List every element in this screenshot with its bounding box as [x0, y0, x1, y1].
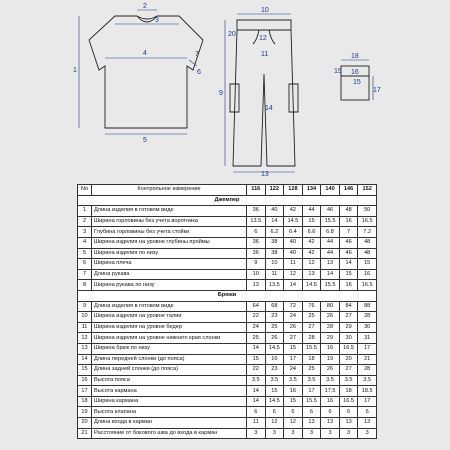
table-row: [78, 333, 377, 344]
measurement-value: 64: [247, 301, 266, 312]
pocket-label: 17: [373, 87, 381, 94]
measurement-value: 6.6: [302, 227, 321, 238]
measurement-value: 6: [358, 407, 377, 418]
measurement-value: 13: [302, 418, 321, 429]
table-row: [78, 407, 377, 418]
measurement-name: Ширина брюк по низу: [92, 343, 247, 354]
measurement-value: 3.5: [265, 375, 284, 386]
measurement-value: 20: [339, 354, 358, 365]
measurement-name: Ширина изделия на уровне талии: [92, 312, 247, 323]
measurement-value: 40: [265, 206, 284, 217]
measurement-value: 6: [247, 227, 266, 238]
measurement-value: 3: [321, 428, 340, 439]
col-no-header: No: [78, 185, 92, 196]
measurement-name: Ширина горловины без учета воротника: [92, 216, 247, 227]
measurement-value: 26: [321, 312, 340, 323]
measurement-value: 25: [247, 333, 266, 344]
measurement-name: Длина задней слонки (до пояса): [92, 365, 247, 376]
table-row: [78, 227, 377, 238]
size-header: 146: [339, 185, 358, 196]
measurement-value: 10: [247, 269, 266, 280]
table-row: [78, 269, 377, 280]
measurement-value: 17: [284, 354, 303, 365]
measurement-name: Ширина кармана: [92, 396, 247, 407]
row-number: 14: [78, 354, 92, 365]
measurement-value: 12: [265, 418, 284, 429]
measurement-value: 14: [247, 386, 266, 397]
row-number: 3: [78, 227, 92, 238]
measurement-value: 80: [321, 301, 340, 312]
measurement-value: 36: [247, 248, 266, 259]
measurement-value: 24: [284, 365, 303, 376]
measurement-value: 17: [358, 396, 377, 407]
table-row: [78, 206, 377, 217]
measurement-name: Длина изделия в готовом виде: [92, 206, 247, 217]
measurement-value: 11: [284, 259, 303, 270]
measurement-value: 13: [321, 418, 340, 429]
measurement-value: 26: [265, 333, 284, 344]
measurement-value: 25: [265, 322, 284, 333]
measurement-value: 13: [302, 269, 321, 280]
measurement-value: 6: [321, 407, 340, 418]
measurement-name: Высота клапана: [92, 407, 247, 418]
measurement-value: 40: [284, 237, 303, 248]
measurement-value: 50: [358, 206, 377, 217]
measurement-value: 12: [284, 418, 303, 429]
size-table-header: [78, 185, 377, 196]
measurement-value: 6: [302, 407, 321, 418]
measurement-value: 6: [247, 407, 266, 418]
measurement-value: 14: [247, 396, 266, 407]
size-header: 116: [247, 185, 266, 196]
measurement-value: 23: [265, 312, 284, 323]
measurement-value: 76: [302, 301, 321, 312]
table-row: [78, 312, 377, 323]
measurement-value: 14: [284, 280, 303, 291]
measurement-name: Ширина изделия на уровне глубины проймы: [92, 237, 247, 248]
size-header: 134: [302, 185, 321, 196]
table-row: [78, 365, 377, 376]
row-number: 21: [78, 428, 92, 439]
measurement-value: 19: [321, 354, 340, 365]
measurement-value: 13.5: [247, 216, 266, 227]
measurement-value: 13: [247, 280, 266, 291]
measurement-value: 14.5: [265, 343, 284, 354]
measurement-value: 3: [265, 428, 284, 439]
measurement-value: 16.5: [358, 216, 377, 227]
row-number: 16: [78, 375, 92, 386]
measurement-value: 9: [247, 259, 266, 270]
measurement-name: Длина передней слонки (до пояса): [92, 354, 247, 365]
measurement-value: 24: [247, 322, 266, 333]
measurement-value: 14.5: [284, 216, 303, 227]
measurement-value: 15: [284, 343, 303, 354]
measurement-value: 14.5: [302, 280, 321, 291]
measurement-value: 16: [321, 396, 340, 407]
measurement-value: 10: [265, 259, 284, 270]
measurement-value: 15.5: [302, 343, 321, 354]
row-number: 6: [78, 259, 92, 270]
section-header-row: [78, 195, 377, 206]
table-row: [78, 322, 377, 333]
measurement-name: Ширина изделия на уровне нижнего края слонки: [92, 333, 247, 344]
measurement-value: 6.8: [321, 227, 340, 238]
measurement-value: 16: [358, 269, 377, 280]
measurement-value: 15.5: [321, 216, 340, 227]
table-row: [78, 301, 377, 312]
measurement-value: 29: [339, 322, 358, 333]
shirt-label: 2: [143, 3, 147, 10]
shirt-dimension-lines: [79, 10, 197, 134]
measurement-value: 21: [358, 354, 377, 365]
shirt-label: 5: [143, 137, 147, 144]
measurement-value: 25: [302, 365, 321, 376]
size-chart-sheet: [69, 0, 381, 450]
size-table: [77, 184, 377, 439]
trousers-label: 20: [228, 31, 236, 38]
measurement-name: Расстояние от бокового шва до входа в карман: [92, 428, 247, 439]
measurement-value: 3: [247, 428, 266, 439]
size-header: 122: [265, 185, 284, 196]
trousers-label: 12: [259, 35, 267, 42]
measurement-value: 48: [358, 248, 377, 259]
measurement-value: 3.5: [302, 375, 321, 386]
measurement-value: 14: [339, 259, 358, 270]
measurement-value: 14: [321, 269, 340, 280]
measurement-value: 28: [358, 365, 377, 376]
measurement-value: 15: [284, 396, 303, 407]
measurement-value: 40: [284, 248, 303, 259]
table-row: [78, 248, 377, 259]
measurement-value: 3: [284, 428, 303, 439]
measurement-value: 16: [265, 354, 284, 365]
table-row: [78, 259, 377, 270]
measurement-value: 38: [265, 237, 284, 248]
row-number: 18: [78, 396, 92, 407]
measurement-name: Ширина плеча: [92, 259, 247, 270]
size-table-body: [78, 195, 377, 439]
measurement-value: 7.2: [358, 227, 377, 238]
measurement-value: 13: [321, 259, 340, 270]
measurement-value: 42: [284, 206, 303, 217]
measurement-value: 42: [302, 237, 321, 248]
measurement-value: 23: [265, 365, 284, 376]
col-measure-header: Контрольное измерение: [92, 185, 247, 196]
measurement-value: 16: [284, 386, 303, 397]
measurement-value: 27: [284, 333, 303, 344]
measurement-value: 15: [339, 269, 358, 280]
measurement-value: 24: [284, 312, 303, 323]
section-header-row: [78, 290, 377, 301]
measurement-value: 17.5: [321, 386, 340, 397]
trousers-label: 10: [261, 7, 269, 14]
measurement-value: 13: [339, 418, 358, 429]
table-row: [78, 237, 377, 248]
measurement-value: 3.5: [321, 375, 340, 386]
measurement-value: 3: [358, 428, 377, 439]
measurement-value: 44: [321, 248, 340, 259]
measurement-value: 15: [358, 259, 377, 270]
table-row: [78, 418, 377, 429]
measurement-value: 46: [339, 248, 358, 259]
measurement-name: Длина рукава: [92, 269, 247, 280]
table-row: [78, 354, 377, 365]
measurement-value: 28: [358, 312, 377, 323]
row-number: 5: [78, 248, 92, 259]
measurement-value: 7: [339, 227, 358, 238]
shirt-label: 3: [155, 17, 159, 24]
measurement-value: 15: [247, 354, 266, 365]
size-header: 128: [284, 185, 303, 196]
row-number: 17: [78, 386, 92, 397]
measurement-value: 16.5: [339, 396, 358, 407]
measurement-value: 14: [265, 216, 284, 227]
size-header: 140: [321, 185, 340, 196]
measurement-value: 26: [284, 322, 303, 333]
measurement-value: 15: [302, 216, 321, 227]
measurement-value: 25: [302, 312, 321, 323]
measurement-value: 3: [339, 428, 358, 439]
measurement-value: 16: [339, 280, 358, 291]
garment-technical-drawings: [69, 0, 381, 176]
shirt-label: 7: [195, 51, 199, 58]
section-title: Джемпер: [78, 195, 377, 206]
table-row: [78, 280, 377, 291]
measurement-value: 6: [339, 407, 358, 418]
trousers-waistband: [237, 20, 291, 30]
shirt-drawing: [89, 16, 203, 128]
shirt-label: 1: [73, 67, 77, 74]
measurement-value: 14.5: [265, 396, 284, 407]
measurement-value: 30: [339, 333, 358, 344]
measurement-value: 42: [302, 248, 321, 259]
measurement-value: 28: [302, 333, 321, 344]
measurement-value: 38: [265, 248, 284, 259]
measurement-value: 22: [247, 312, 266, 323]
row-number: 9: [78, 301, 92, 312]
table-row: [78, 375, 377, 386]
measurement-value: 15.5: [302, 396, 321, 407]
measurement-value: 6: [284, 407, 303, 418]
measurement-value: 14: [247, 343, 266, 354]
row-number: 13: [78, 343, 92, 354]
measurement-name: Ширина изделия по низу: [92, 248, 247, 259]
pocket-label: 16: [351, 69, 359, 76]
measurement-value: 3: [302, 428, 321, 439]
measurement-value: 18.5: [358, 386, 377, 397]
measurement-value: 15.5: [321, 280, 340, 291]
row-number: 8: [78, 280, 92, 291]
row-number: 11: [78, 322, 92, 333]
row-number: 7: [78, 269, 92, 280]
measurement-value: 17: [302, 386, 321, 397]
measurement-value: 48: [339, 206, 358, 217]
measurement-name: Длина входа в карман: [92, 418, 247, 429]
measurement-value: 15: [265, 386, 284, 397]
measurement-value: 3.5: [284, 375, 303, 386]
measurement-name: Высота кармана: [92, 386, 247, 397]
measurement-value: 27: [339, 365, 358, 376]
measurement-value: 48: [358, 237, 377, 248]
measurement-value: 46: [321, 206, 340, 217]
measurement-value: 3.5: [247, 375, 266, 386]
table-row: [78, 216, 377, 227]
table-row: [78, 396, 377, 407]
measurement-value: 6: [265, 407, 284, 418]
measurement-value: 16: [321, 343, 340, 354]
measurement-value: 36: [247, 237, 266, 248]
measurement-value: 18: [339, 386, 358, 397]
size-header: 152: [358, 185, 377, 196]
measurement-value: 27: [339, 312, 358, 323]
measurement-name: Ширина рукава по низу: [92, 280, 247, 291]
measurement-value: 6.4: [284, 227, 303, 238]
shirt-label: 4: [143, 50, 147, 57]
measurement-value: 84: [339, 301, 358, 312]
trousers-label: 11: [261, 51, 269, 58]
measurement-value: 3.5: [339, 375, 358, 386]
table-row: [78, 343, 377, 354]
measurement-value: 46: [339, 237, 358, 248]
row-number: 19: [78, 407, 92, 418]
measurement-value: 68: [265, 301, 284, 312]
measurement-value: 13: [358, 418, 377, 429]
row-number: 12: [78, 333, 92, 344]
measurement-value: 11: [247, 418, 266, 429]
pocket-label: 19: [334, 68, 342, 75]
measurement-value: 26: [321, 365, 340, 376]
measurement-name: Ширина изделия на уровне бедер: [92, 322, 247, 333]
measurement-value: 29: [321, 333, 340, 344]
trousers-label: 9: [219, 90, 223, 97]
measurement-name: Глубина горловины без учета стойки: [92, 227, 247, 238]
measurement-value: 6.2: [265, 227, 284, 238]
section-title: Брюки: [78, 290, 377, 301]
measurement-value: 36: [247, 206, 266, 217]
row-number: 15: [78, 365, 92, 376]
measurement-value: 16: [339, 216, 358, 227]
measurement-value: 72: [284, 301, 303, 312]
row-number: 10: [78, 312, 92, 323]
row-number: 20: [78, 418, 92, 429]
shirt-outline: [89, 16, 203, 128]
measurement-value: 17: [358, 343, 377, 354]
pocket-label: 18: [351, 53, 359, 60]
pocket-label: 15: [353, 79, 361, 86]
measurement-value: 12: [302, 259, 321, 270]
measurement-name: Длина изделия в готовом виде: [92, 301, 247, 312]
measurement-value: 18: [302, 354, 321, 365]
measurement-value: 11: [265, 269, 284, 280]
trousers-label: 14: [265, 105, 273, 112]
measurement-value: 22: [247, 365, 266, 376]
measurement-value: 12: [284, 269, 303, 280]
measurement-value: 44: [321, 237, 340, 248]
row-number: 1: [78, 206, 92, 217]
measurement-name: Высота пояса: [92, 375, 247, 386]
table-row: [78, 386, 377, 397]
measurement-value: 44: [302, 206, 321, 217]
measurement-value: 31: [358, 333, 377, 344]
measurement-value: 28: [321, 322, 340, 333]
shirt-label: 6: [197, 69, 201, 76]
measurement-value: 3.5: [358, 375, 377, 386]
measurement-value: 16.5: [358, 280, 377, 291]
measurement-value: 13.5: [265, 280, 284, 291]
row-number: 2: [78, 216, 92, 227]
measurement-value: 16.5: [339, 343, 358, 354]
measurement-value: 30: [358, 322, 377, 333]
trousers-label: 13: [261, 171, 269, 176]
table-row: [78, 428, 377, 439]
measurement-value: 27: [302, 322, 321, 333]
measurement-value: 88: [358, 301, 377, 312]
row-number: 4: [78, 237, 92, 248]
